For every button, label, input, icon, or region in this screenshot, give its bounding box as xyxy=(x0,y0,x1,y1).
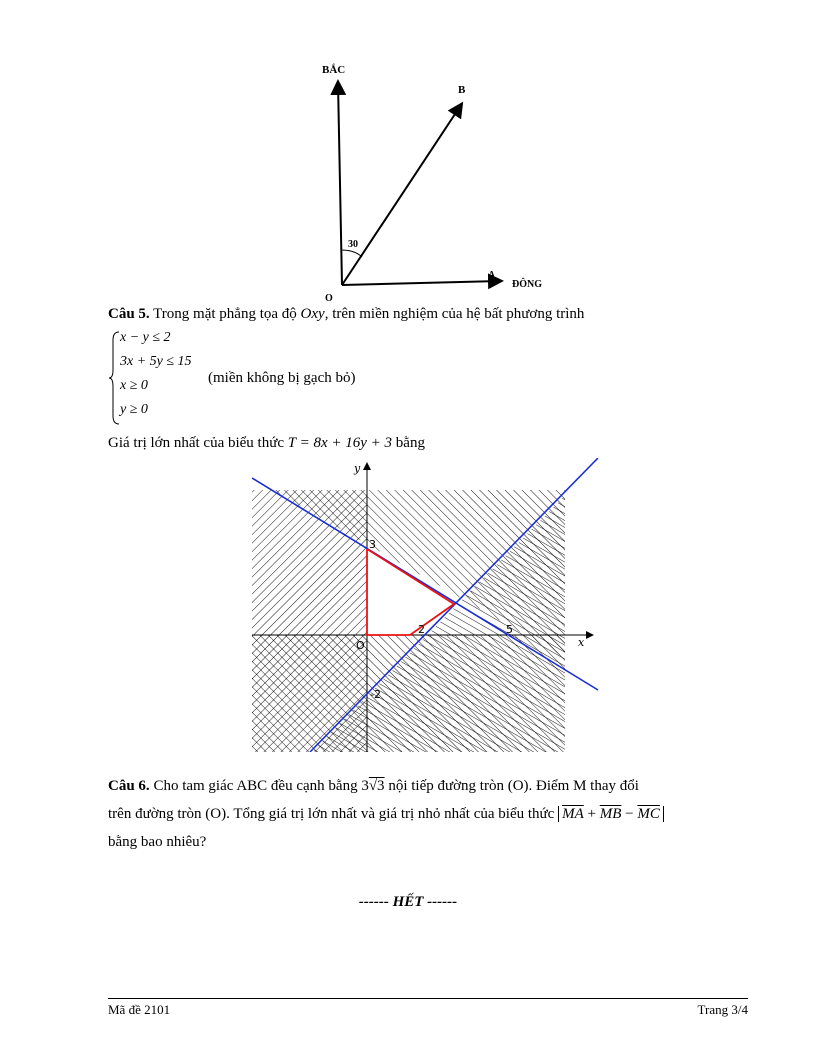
q6-title: Câu 6. xyxy=(108,778,150,794)
q5-line1 xyxy=(108,304,758,324)
footer-page: Trang 3/4 xyxy=(697,1002,748,1017)
vector-ma: $\overline{MA}$ xyxy=(562,806,584,822)
inequality-system xyxy=(108,330,408,430)
q5-expr: T = 8x + 16y + 3 xyxy=(287,435,393,451)
q5-oxy: Oxy xyxy=(300,306,325,322)
origin-label: O xyxy=(325,293,333,304)
label-2: 2 xyxy=(418,623,425,636)
q6-text-c: trên đường tròn (O). Tổng giá trị lớn nhất và giá trị nhỏ nhất của biểu thức xyxy=(108,806,559,822)
angle-label: 30 xyxy=(348,239,358,250)
label-5: 5 xyxy=(506,623,513,636)
angle-arc xyxy=(341,250,362,257)
q6-sqrt: √3 xyxy=(368,778,385,794)
q5-text-b: , trên miền nghiệm của hệ bất phương trình xyxy=(324,306,585,322)
ineq-3: x ≥ 0 xyxy=(120,378,148,393)
q5-question xyxy=(108,433,758,453)
system-note: (miền không bị gạch bỏ) xyxy=(208,370,356,386)
label-3: 3 xyxy=(369,538,376,551)
north-ray xyxy=(338,83,342,285)
east-label: ĐÔNG xyxy=(512,279,542,290)
q6-text-b: nội tiếp đường tròn (O). Điểm M thay đổi xyxy=(384,778,639,794)
q5-text-a: Trong mặt phẳng tọa độ xyxy=(149,306,301,322)
x-axis-label: x xyxy=(578,636,585,649)
vector-mc: $\overline{MC}$ xyxy=(637,806,660,822)
q6-vector-expression xyxy=(558,806,664,822)
label-neg2: -2 xyxy=(370,688,381,701)
vector-mb: $\overline{MB}$ xyxy=(599,806,622,822)
q6-line1 xyxy=(108,772,758,800)
end-mark: ------ HẾT ------ xyxy=(358,894,458,910)
b-ray xyxy=(342,105,461,285)
b-label: B xyxy=(458,84,466,96)
q6-line3: bằng bao nhiêu? xyxy=(108,834,207,850)
north-label: BẮC xyxy=(322,64,346,76)
feasible-region-graph xyxy=(252,458,602,752)
q5-ask-a: Giá trị lớn nhất của biểu thức xyxy=(108,435,288,451)
op-plus: + xyxy=(583,806,600,822)
q6-line2 xyxy=(108,800,758,828)
a-label: A xyxy=(488,270,496,281)
compass-diagram xyxy=(300,55,580,305)
op-minus: − xyxy=(621,806,638,822)
q6-text-a: Cho tam giác ABC đều cạnh bằng 3 xyxy=(149,778,369,794)
y-axis-label: y xyxy=(354,462,361,475)
ineq-1: x − y ≤ 2 xyxy=(120,330,171,345)
ineq-2: 3x + 5y ≤ 15 xyxy=(120,354,192,369)
q5-ask-b: bằng xyxy=(392,435,425,451)
footer-code: Mã đề 2101 xyxy=(108,1002,171,1017)
east-ray xyxy=(342,281,500,285)
q6-block xyxy=(108,772,758,856)
q5-title: Câu 5. xyxy=(108,306,150,322)
origin-label: O xyxy=(356,639,365,652)
footer-rule xyxy=(108,998,748,999)
ineq-4: y ≥ 0 xyxy=(120,402,148,417)
system-brace xyxy=(108,330,120,426)
